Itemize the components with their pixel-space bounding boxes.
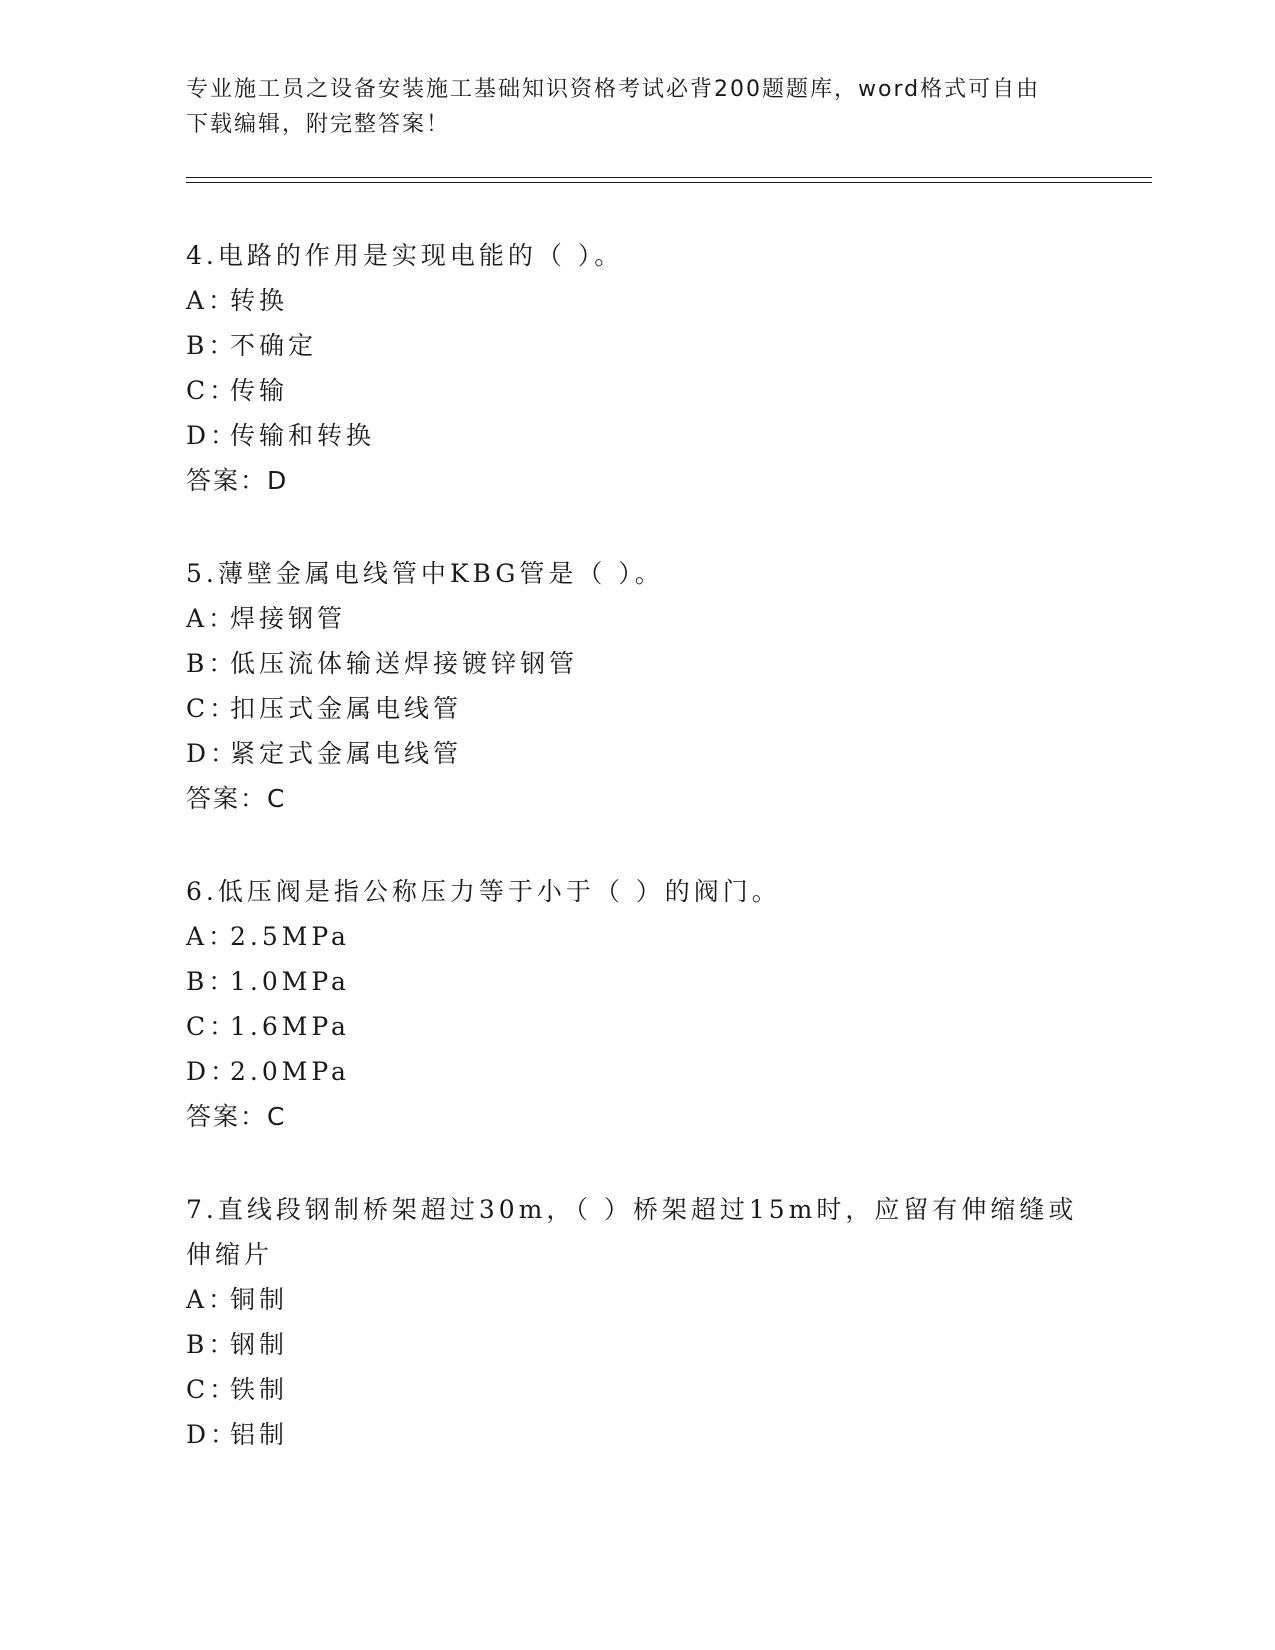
option-text: 传输 <box>230 376 289 405</box>
option-text: 铝制 <box>230 1420 289 1449</box>
option-text: 低压流体输送焊接镀锌钢管 <box>230 649 579 678</box>
question-title-line-1: 7.直线段钢制桥架超过30m，（ ）桥架超过15m时，应留有伸缩缝或 <box>186 1195 1078 1224</box>
header-line-2: 下载编辑，附完整答案！ <box>186 112 451 137</box>
option-a <box>186 1277 1086 1322</box>
option-d <box>186 413 1086 458</box>
option-a <box>186 278 1086 323</box>
option-b <box>186 641 1086 686</box>
option-letter: D： <box>186 739 240 768</box>
option-letter: C： <box>186 694 239 723</box>
option-letter: A： <box>186 1285 238 1314</box>
option-letter: A： <box>186 604 238 633</box>
option-letter: A： <box>186 922 238 951</box>
option-letter: D： <box>186 1420 240 1449</box>
answer: 答案：C <box>186 784 287 813</box>
header-divider-top <box>186 177 1152 178</box>
question-6 <box>186 869 1086 1139</box>
question-title-line-2: 伸缩片 <box>186 1240 274 1269</box>
option-text: 焊接钢管 <box>230 604 347 633</box>
option-text: 传输和转换 <box>230 421 376 450</box>
option-c <box>186 686 1086 731</box>
question-5 <box>186 551 1086 821</box>
option-d <box>186 1049 1086 1094</box>
header-divider-bottom <box>186 182 1152 183</box>
option-letter: C： <box>186 376 239 405</box>
option-text: 2.0MPa <box>230 1057 350 1086</box>
option-b <box>186 959 1086 1004</box>
option-letter: B： <box>186 1330 238 1359</box>
option-letter: D： <box>186 1057 240 1086</box>
option-text: 转换 <box>230 286 289 315</box>
option-letter: C： <box>186 1375 239 1404</box>
option-text: 钢制 <box>230 1330 289 1359</box>
option-b <box>186 323 1086 368</box>
option-text: 扣压式金属电线管 <box>230 694 463 723</box>
option-letter: B： <box>186 967 238 996</box>
option-letter: B： <box>186 331 238 360</box>
option-a <box>186 914 1086 959</box>
option-d <box>186 731 1086 776</box>
option-text: 不确定 <box>230 331 318 360</box>
option-c <box>186 1004 1086 1049</box>
option-text: 紧定式金属电线管 <box>230 739 463 768</box>
header-line-1: 专业施工员之设备安装施工基础知识资格考试必背200题题库，word格式可自由 <box>186 77 1041 102</box>
option-text: 铜制 <box>230 1285 289 1314</box>
option-letter: B： <box>186 649 238 678</box>
answer: 答案：C <box>186 1102 287 1131</box>
question-title: 4.电路的作用是实现电能的（ ）。 <box>186 241 624 270</box>
option-letter: D： <box>186 421 240 450</box>
option-b <box>186 1322 1086 1367</box>
question-title: 6.低压阀是指公称压力等于小于（ ）的阀门。 <box>186 877 781 906</box>
question-7 <box>186 1187 1086 1457</box>
option-letter: A： <box>186 286 238 315</box>
option-a <box>186 596 1086 641</box>
question-title: 5.薄壁金属电线管中KBG管是（ ）。 <box>186 559 664 588</box>
option-text: 2.5MPa <box>230 922 350 951</box>
option-c <box>186 368 1086 413</box>
option-text: 1.6MPa <box>230 1012 350 1041</box>
document-header <box>186 72 1066 142</box>
option-d <box>186 1412 1086 1457</box>
option-c <box>186 1367 1086 1412</box>
option-letter: C： <box>186 1012 239 1041</box>
answer: 答案：D <box>186 466 289 495</box>
question-4 <box>186 233 1086 503</box>
option-text: 铁制 <box>230 1375 289 1404</box>
option-text: 1.0MPa <box>230 967 350 996</box>
